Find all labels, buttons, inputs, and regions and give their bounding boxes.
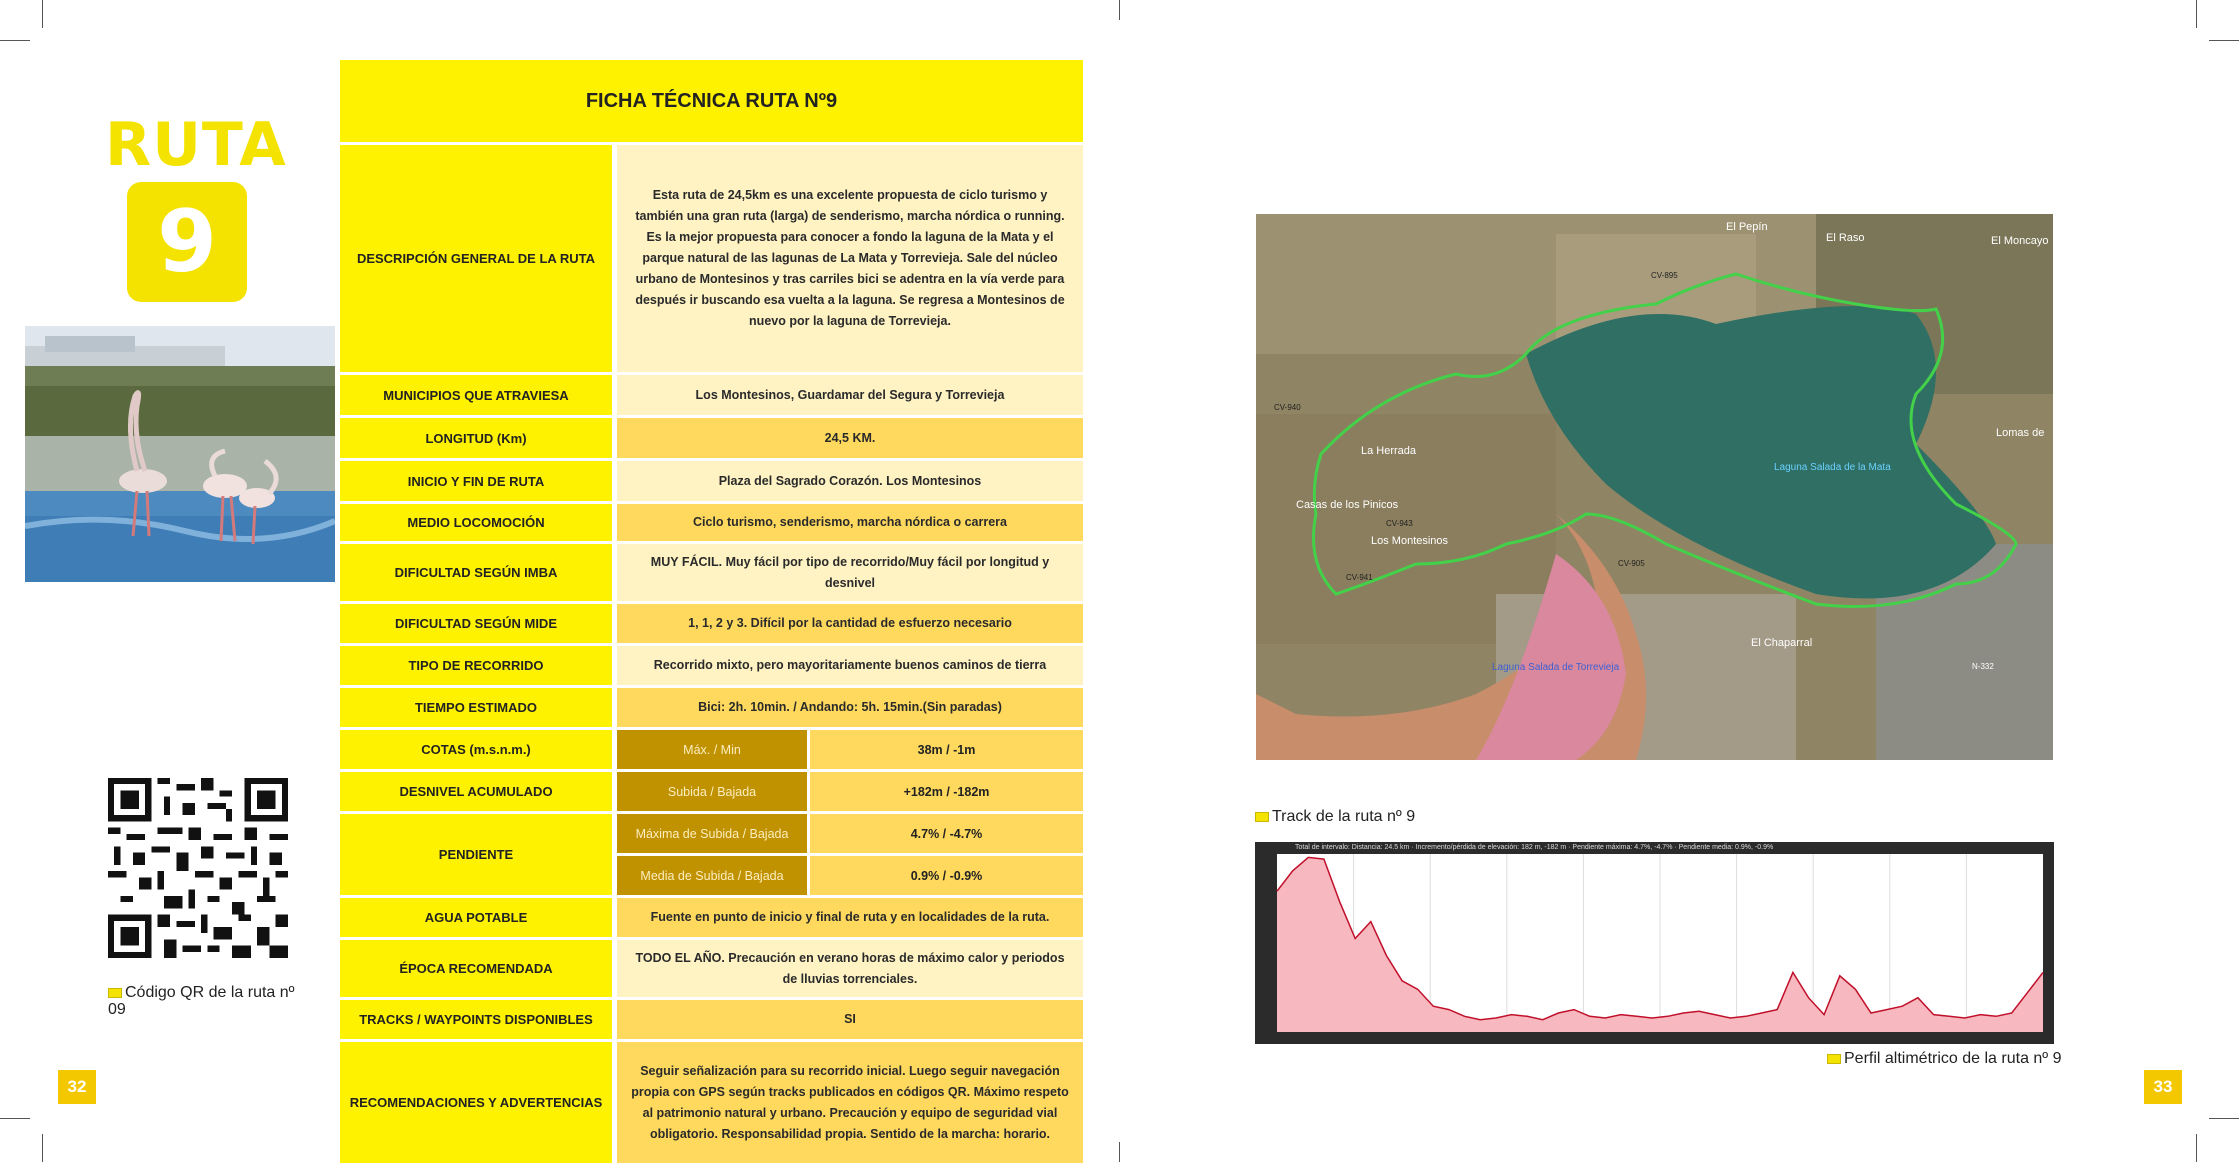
map-label: CV-895 [1651, 271, 1678, 280]
row-label: MUNICIPIOS QUE ATRAVIESA [340, 372, 612, 415]
map-label: La Herrada [1361, 445, 1417, 457]
row-label: LONGITUD (Km) [340, 415, 612, 458]
map-label: El Chaparral [1751, 637, 1813, 649]
row-label: ÉPOCA RECOMENDADA [340, 937, 612, 997]
row-value: MUY FÁCIL. Muy fácil por tipo de recorrido/Muy fácil por longitud y desnivel [617, 541, 1083, 601]
table-row [340, 685, 1083, 727]
map-label: Laguna Salada de Torrevieja [1492, 662, 1620, 673]
qr-caption: Código QR de la ruta nº 09 [108, 984, 295, 1018]
map-label: Lomas de [1996, 427, 2045, 439]
map-label: N-332 [1972, 662, 1994, 671]
page-number-left: 32 [58, 1070, 96, 1104]
row-value: Bici: 2h. 10min. / Andando: 5h. 15min.(Sin paradas) [617, 685, 1083, 727]
ruta-number-badge: 9 [127, 182, 247, 302]
table-row-desnivel [340, 769, 1083, 811]
row-label: DESNIVEL ACUMULADO [340, 769, 612, 811]
row-label: DIFICULTAD SEGÚN IMBA [340, 541, 612, 601]
map-caption: Track de la ruta nº 9 [1255, 808, 1415, 826]
map-label: El Raso [1826, 232, 1865, 244]
table-row-cotas [340, 727, 1083, 769]
map-label: El Moncayo [1991, 235, 2049, 247]
row-label: TIEMPO ESTIMADO [340, 685, 612, 727]
ruta-heading: RUTA [105, 110, 287, 180]
row-value: 1, 1, 2 y 3. Difícil por la cantidad de esfuerzo necesario [617, 601, 1083, 643]
row-value: 24,5 KM. [617, 415, 1083, 458]
map-label: CV-941 [1346, 573, 1373, 582]
sub-value: 4.7% / -4.7% [810, 814, 1083, 853]
map-label: CV-943 [1386, 519, 1413, 528]
row-value: TODO EL AÑO. Precaución en verano horas de máximo calor y periodos de lluvias torrenciales. [617, 937, 1083, 997]
row-label: INICIO Y FIN DE RUTA [340, 458, 612, 501]
profile-header: Total de intervalo: Distancia: 24.5 km · Incremento/pérdida de elevación: 182 m, -182 m · Pendiente máxima: 4.7%, -4.7% · Pendiente media: 0.9%, -0.9% [1295, 844, 1774, 851]
table-row [340, 372, 1083, 415]
row-label: TIPO DE RECORRIDO [340, 643, 612, 685]
row-label: DIFICULTAD SEGÚN MIDE [340, 601, 612, 643]
row-value: SI [617, 997, 1083, 1039]
row-label: RECOMENDACIONES Y ADVERTENCIAS [340, 1039, 612, 1163]
map-label: Laguna Salada de la Mata [1774, 462, 1891, 473]
flamingo-photo [25, 326, 335, 582]
table-row [340, 458, 1083, 501]
row-value: Ciclo turismo, senderismo, marcha nórdica o carrera [617, 501, 1083, 541]
row-label: AGUA POTABLE [340, 895, 612, 937]
sub-value: +182m / -182m [810, 772, 1083, 811]
route-map[interactable] [1256, 214, 2053, 760]
sub-value: 38m / -1m [810, 730, 1083, 769]
sub-label: Subida / Bajada [617, 772, 807, 811]
sub-label: Máxima de Subida / Bajada [617, 814, 807, 853]
page-number-right: 33 [2144, 1070, 2182, 1104]
map-label: CV-940 [1274, 403, 1301, 412]
sub-value: 0.9% / -0.9% [810, 856, 1083, 895]
row-label: TRACKS / WAYPOINTS DISPONIBLES [340, 997, 612, 1039]
map-label: CV-905 [1618, 559, 1645, 568]
row-value: Los Montesinos, Guardamar del Segura y Torrevieja [617, 372, 1083, 415]
table-row [340, 937, 1083, 997]
technical-sheet-table [340, 60, 1083, 1141]
row-label: COTAS (m.s.n.m.) [340, 727, 612, 769]
table-row [340, 601, 1083, 643]
table-row [340, 1039, 1083, 1163]
row-value: Plaza del Sagrado Corazón. Los Montesinos [617, 458, 1083, 501]
table-row [340, 142, 1083, 372]
profile-caption: Perfil altimétrico de la ruta nº 9 [1827, 1050, 2062, 1068]
row-label: DESCRIPCIÓN GENERAL DE LA RUTA [340, 142, 612, 372]
caption-marker-icon [1827, 1054, 1841, 1064]
row-label: MEDIO LOCOMOCIÓN [340, 501, 612, 541]
table-row [340, 415, 1083, 458]
table-row [340, 541, 1083, 601]
caption-marker-icon [108, 988, 122, 998]
table-row [340, 997, 1083, 1039]
row-value: Recorrido mixto, pero mayoritariamente buenos caminos de tierra [617, 643, 1083, 685]
map-label: Casas de los Pinicos [1296, 499, 1399, 511]
row-value: Seguir señalización para su recorrido inicial. Luego seguir navegación propia con GPS según tracks publicados en códigos QR. Máximo respeto al patrimonio natural y urbano. Precaución y equipo de seguridad vial obligatorio. Responsabilidad propia. Sentido de la marcha: horario. [617, 1039, 1083, 1163]
caption-marker-icon [1255, 812, 1269, 822]
table-row [340, 501, 1083, 541]
row-label: PENDIENTE [340, 811, 612, 895]
table-row [340, 643, 1083, 685]
sub-label: Máx. / Min [617, 730, 807, 769]
sub-label: Media de Subida / Bajada [617, 856, 807, 895]
row-value: Esta ruta de 24,5km es una excelente propuesta de ciclo turismo y también una gran ruta (larga) de senderismo, marcha nórdica o running. Es la mejor propuesta para conocer a fondo la laguna de la Mata y el parque natural de las lagunas de La Mata y Torrevieja. Sale del núcleo urbano de Montesinos y tras carriles bici se adentra en la vía verde para después ir buscando esa vuelta a la laguna. Se regresa a Montesinos de nuevo por la laguna de Torrevieja. [617, 142, 1083, 372]
elevation-profile-chart[interactable] [1255, 842, 2054, 1044]
row-value: Fuente en punto de inicio y final de ruta y en localidades de la ruta. [617, 895, 1083, 937]
qr-code[interactable] [108, 778, 288, 958]
map-label: Los Montesinos [1371, 535, 1449, 547]
table-title: FICHA TÉCNICA RUTA Nº9 [340, 60, 1083, 142]
table-row [340, 895, 1083, 937]
table-row-pendiente [340, 811, 1083, 895]
map-label: El Pepín [1726, 221, 1768, 233]
